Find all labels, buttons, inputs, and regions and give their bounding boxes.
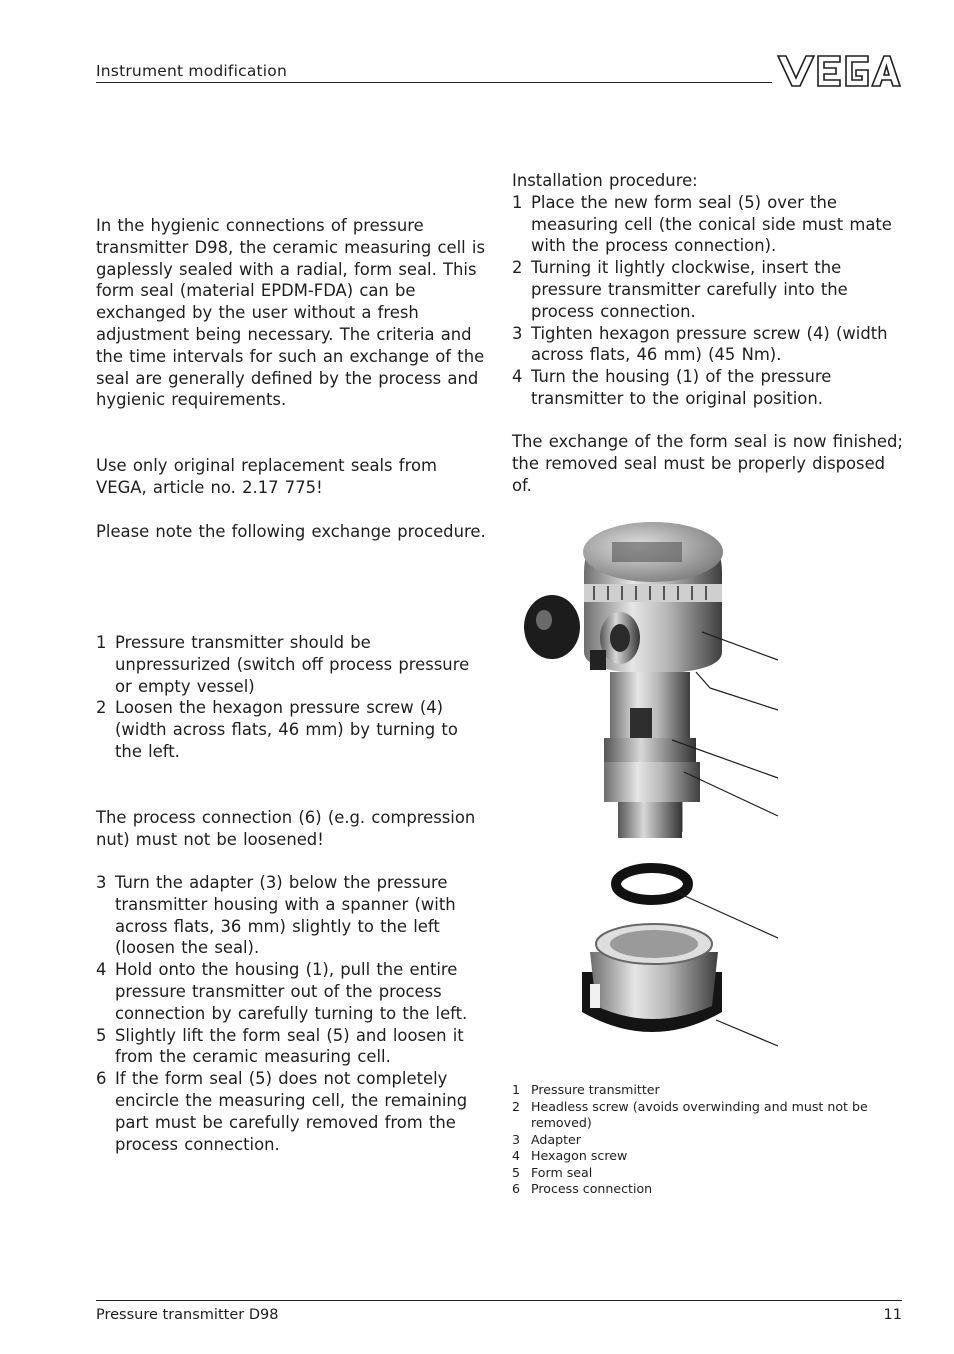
process-connection: [582, 924, 722, 1032]
legend-item: 6 Process connection: [512, 1181, 653, 1196]
removal-steps-part2: [96, 872, 488, 1155]
list-item: 2 Turning it lightly clockwise, insert the pressure transmitter carefully into the process connection.: [512, 258, 848, 321]
installation-steps: [512, 192, 904, 410]
list-item: 4 Turn the housing (1) of the pressure transmitter to the original position.: [512, 367, 832, 408]
list-item: 1 Pressure transmitter should be unpressurized (switch off process pressure or empty vessel): [96, 633, 470, 696]
warning-text: The process connection (6) (e.g. compression nut) must not be loosened!: [96, 808, 476, 849]
vega-logo: [774, 50, 902, 90]
finish-paragraph: [512, 431, 904, 496]
list-item: 1 Place the new form seal (5) over the measuring cell (the conical side must mate with the process connection).: [512, 192, 892, 256]
list-item: 4 Hold onto the housing (1), pull the entire pressure transmitter out of the process connection by carefully turning to the left.: [96, 960, 468, 1023]
legend-item: 3 Adapter: [512, 1131, 581, 1147]
header-divider: [96, 82, 772, 83]
legend-item: 1 Pressure transmitter: [512, 1082, 660, 1097]
note-text: Use only original replacement seals from VEGA, article no. 2.17 775!: [96, 456, 437, 497]
page-number: 11: [883, 1307, 902, 1323]
page-section-title: Instrument modification: [96, 62, 288, 80]
finish-text: The exchange of the form seal is now finished; the removed seal must be properly disposed of.: [512, 432, 903, 495]
intro-paragraph: [96, 215, 488, 411]
procedure-text: Please note the following exchange procedure.: [96, 522, 486, 541]
list-item: 3 Tighten hexagon pressure screw (4) (width across flats, 46 mm) (45 Nm).: [512, 323, 888, 365]
original-seal-note: [96, 455, 488, 499]
list-item: 2 Loosen the hexagon pressure screw (4) (width across flats, 46 mm) by turning to the left.: [96, 698, 458, 761]
intro-text: In the hygienic connections of pressure transmitter D98, the ceramic measuring cell is gaplessly sealed with a radial, form seal. This form seal (material EPDM-FDA) can be exchanged by the user without a fresh adjustment being necessary. The criteria and the time intervals for such an exchange of the seal are generally defined by the process and hygienic requirements.: [96, 216, 485, 410]
removal-steps-part1: [96, 632, 488, 763]
footer-document-title: Pressure transmitter D98: [96, 1307, 279, 1323]
legend-item: 2 Headless screw (avoids overwinding and must not be removed): [512, 1098, 868, 1130]
installation-heading: Installation procedure:: [512, 171, 698, 190]
list-item: 3 Turn the adapter (3) below the pressure transmitter housing with a spanner (with across flats, 36 mm) slightly to the left (loosen the seal).: [96, 873, 456, 958]
list-item: 6 If the form seal (5) does not completely encircle the measuring cell, the remaining part must be carefully removed from the process connection.: [96, 1069, 468, 1154]
footer-divider: [96, 1300, 902, 1301]
legend-item: 5 Form seal: [512, 1164, 593, 1180]
list-item: 5 Slightly lift the form seal (5) and loosen it from the ceramic measuring cell.: [96, 1025, 464, 1067]
warning-paragraph: [96, 807, 488, 851]
pressure-transmitter-figure: [512, 512, 912, 1062]
procedure-note: [96, 521, 488, 543]
legend-item: 4 Hexagon screw: [512, 1148, 628, 1163]
installation-section: [512, 170, 904, 410]
figure-legend: [512, 1082, 872, 1198]
